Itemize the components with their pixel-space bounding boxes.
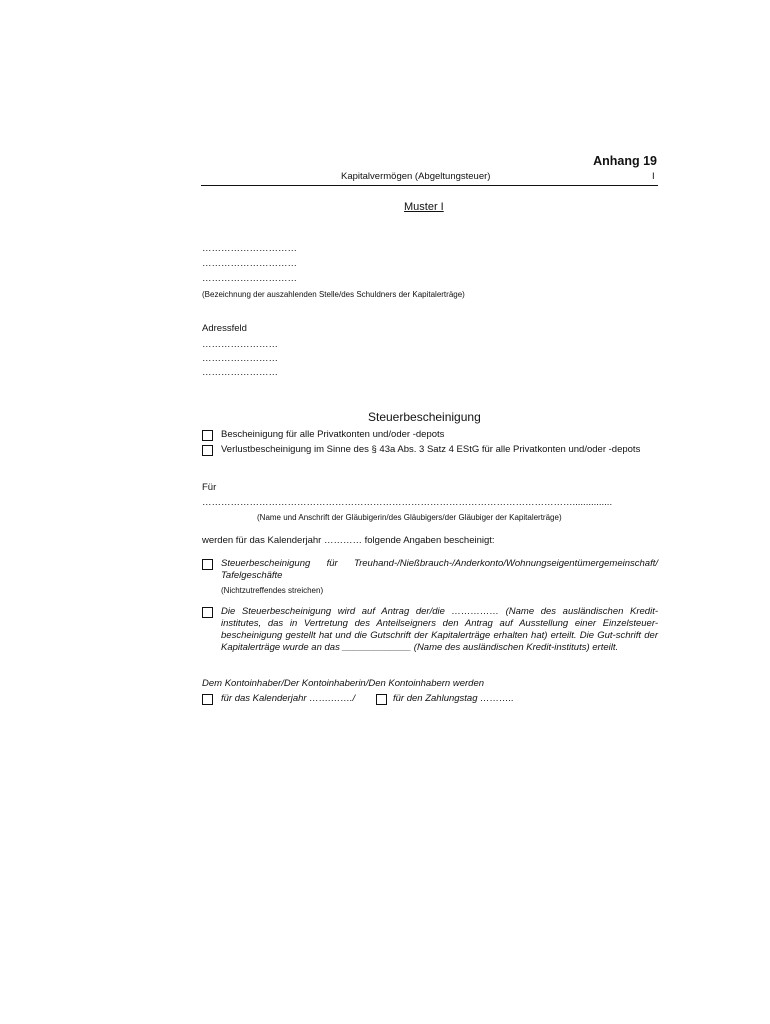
option-all-accounts: Bescheinigung für alle Privatkonten und/oder -depots (221, 429, 445, 440)
issuer-caption: (Bezeichnung der auszahlenden Stelle/des Schuldners der Kapitalerträge) (202, 290, 465, 299)
year-statement: werden für das Kalenderjahr ………… folgende Angaben bescheinigt: (202, 535, 495, 546)
address-line-2: …………………… (202, 353, 278, 364)
checkbox-loss-certificate[interactable] (202, 445, 213, 456)
appendix-number: Anhang 19 (593, 154, 657, 168)
issuer-line-3: ………………………… (202, 273, 297, 284)
checkbox-payment-day[interactable] (376, 694, 387, 705)
section-number: I (652, 171, 655, 182)
trust-note: (Nichtzutreffendes streichen) (221, 586, 324, 595)
checkbox-all-accounts[interactable] (202, 430, 213, 441)
checkbox-foreign-institution[interactable] (202, 607, 213, 618)
certificate-heading: Steuerbescheinigung (368, 410, 481, 424)
issuer-line-2: ………………………… (202, 258, 297, 269)
checkbox-calendar-year[interactable] (202, 694, 213, 705)
recipient-label: Für (202, 482, 217, 493)
issuer-line-1: ………………………… (202, 243, 297, 254)
option-loss-certificate: Verlustbescheinigung im Sinne des § 43a Abs. 3 Satz 4 EStG für alle Privatkonten und/oder -depots (221, 444, 641, 455)
option-payment-day: für den Zahlungstag ……….. (393, 693, 514, 704)
header-rule (201, 185, 658, 186)
account-holder-text: Dem Kontoinhaber/Der Kontoinhaberin/Den Kontoinhabern werden (202, 678, 485, 689)
address-line-3: …………………… (202, 367, 278, 378)
address-label: Adressfeld (202, 323, 247, 334)
option-foreign-institution: Die Steuerbescheinigung wird auf Antrag der/die …………… (Name des ausländischen Kredit-institutes, das in Vertretung des Anteilseigners den Antrag auf Ausstellung einer Einzelsteuer-bescheinigung gestellt hat und die Gutschrift der Kapitalerträge erhalten hat) erteilt. Die Gut-schrift der Kapitalerträge wurde an das _____________ (Name des ausländischen Kredit-instituts) erteilt. (221, 606, 658, 653)
checkbox-trust-account[interactable] (202, 559, 213, 570)
recipient-dotted-line: ………………………………………………………………………………………………………............... (202, 497, 613, 508)
header-subject: Kapitalvermögen (Abgeltungsteuer) (341, 171, 491, 182)
recipient-caption: (Name und Anschrift der Gläubigerin/des Gläubigers/der Gläubiger der Kapitalerträge) (257, 513, 562, 522)
address-line-1: …………………… (202, 339, 278, 350)
option-calendar-year: für das Kalenderjahr …….……./ (221, 693, 356, 704)
option-trust-account: Steuerbescheinigung für Treuhand-/Nießbrauch-/Anderkonto/Wohnungseigentümergemeinschaft/ Tafelgeschäfte (221, 558, 658, 581)
page-title: Muster I (404, 201, 444, 213)
